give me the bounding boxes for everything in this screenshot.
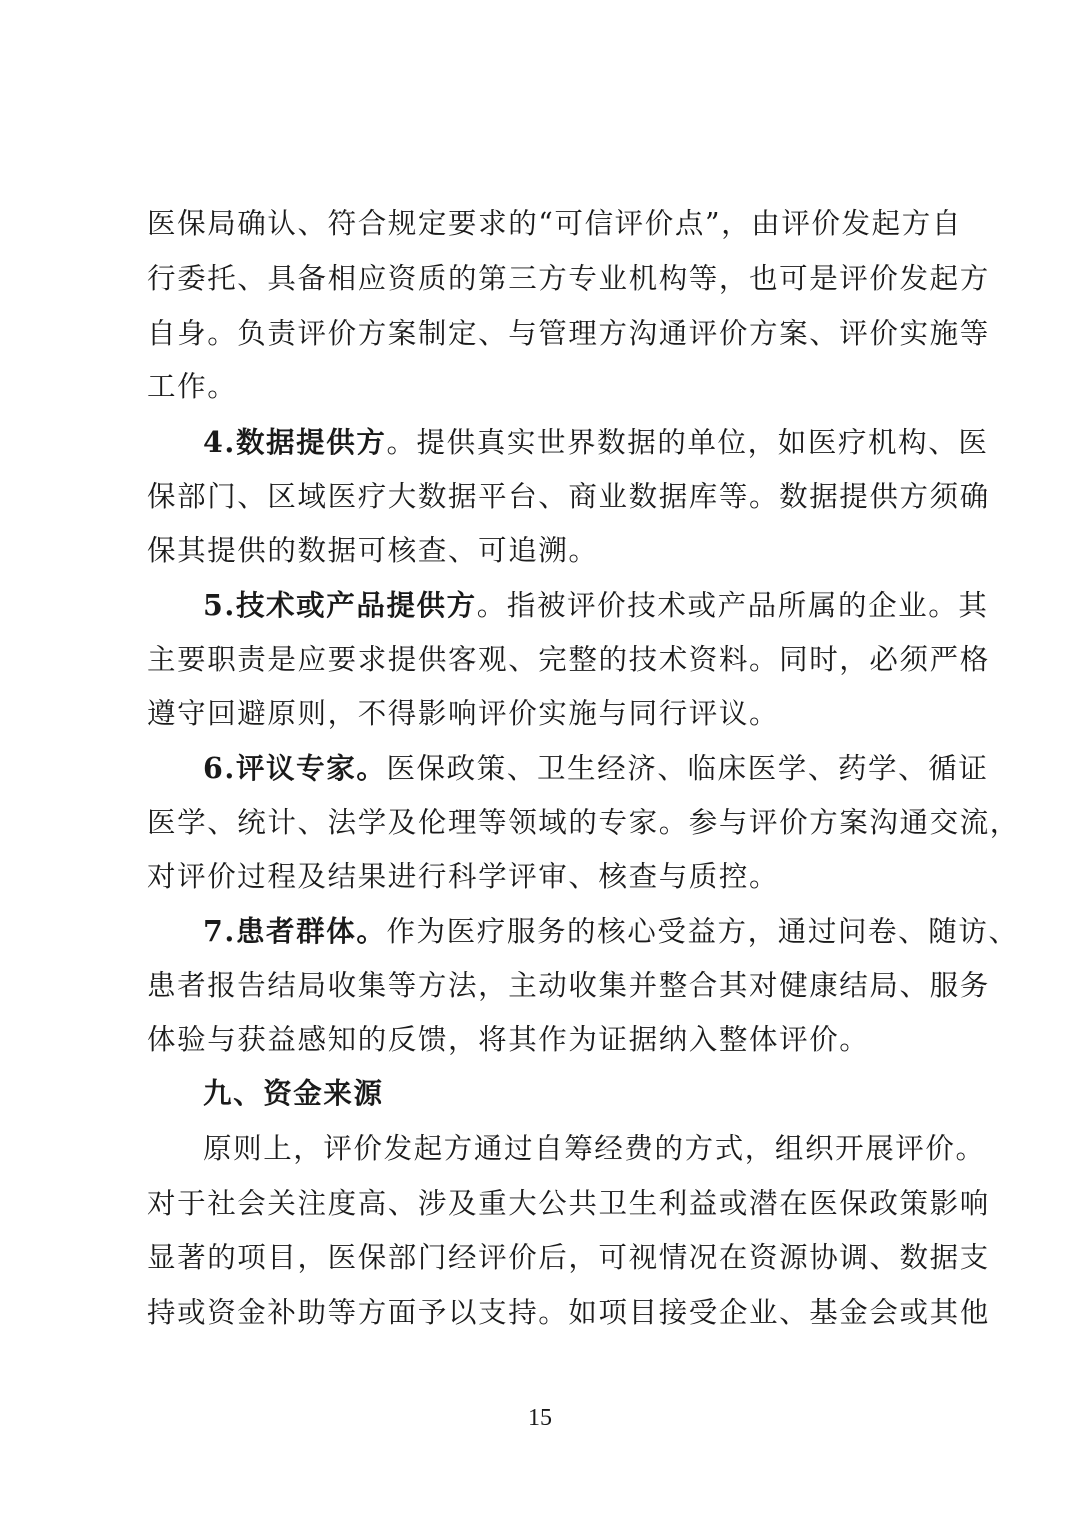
text-span: 对评价过程及结果进行科学评审、核查与质控。 (147, 860, 780, 893)
text-line (147, 196, 962, 252)
text-span: 医学、统计、法学及伦理等领域的专家。参与评价方案沟通交流， (147, 806, 1020, 839)
text-span: 。指被评价技术或产品所属的企业。其 (476, 589, 989, 622)
text-span: 主要职责是应要求提供客观、完整的技术资料。同时，必须严格 (147, 643, 990, 676)
text-span: 原则上，评价发起方通过自筹经费的方式，组织开展评价。 (203, 1132, 986, 1165)
text-span: 作为医疗服务的核心受益方，通过问卷、随访、 (386, 915, 1019, 948)
text-line (147, 1012, 937, 1068)
page-number: 15 (528, 1405, 552, 1431)
text-span: 体验与获益感知的反馈，将其作为证据纳入整体评价。 (147, 1023, 870, 1056)
text-line (147, 1285, 990, 1341)
text-line (147, 359, 937, 415)
text-line (147, 1230, 990, 1286)
text-line (147, 795, 1020, 851)
text-span: 患者报告结局收集等方法，主动收集并整合其对健康结局、服务 (147, 969, 990, 1002)
text-span: 医保局确认、符合规定要求的“可信评价点”，由评价发起方自 (147, 207, 962, 240)
text-span: 工作。 (147, 370, 238, 403)
heading-text: 九、资金来源 (203, 1077, 384, 1110)
text-line (147, 686, 937, 742)
paragraph-review-experts (203, 740, 989, 796)
text-line (147, 523, 937, 579)
text-span: 持或资金补助等方面予以支持。如项目接受企业、基金会或其他 (147, 1296, 990, 1329)
text-span: 显著的项目，医保部门经评价后，可视情况在资源协调、数据支 (147, 1241, 990, 1274)
paragraph-data-provider (203, 414, 989, 470)
text-line (147, 958, 990, 1014)
text-span: 保部门、区域医疗大数据平台、商业数据库等。数据提供方须确 (147, 480, 990, 513)
paragraph-label: 6.评议专家。 (203, 751, 387, 785)
text-line (147, 849, 937, 905)
text-line (147, 469, 990, 525)
paragraph-label: 7.患者群体。 (203, 914, 387, 948)
text-span: 。提供真实世界数据的单位，如医疗机构、医 (386, 426, 989, 459)
paragraph-patient-group (203, 903, 1019, 959)
text-span: 保其提供的数据可核查、可追溯。 (147, 534, 599, 567)
text-span: 医保政策、卫生经济、临床医学、药学、循证 (386, 752, 989, 785)
text-line (147, 306, 990, 362)
paragraph-label: 4.数据提供方 (203, 425, 387, 459)
text-line (203, 1121, 986, 1177)
text-span: 自身。负责评价方案制定、与管理方沟通评价方案、评价实施等 (147, 317, 990, 350)
text-line (147, 1176, 990, 1232)
paragraph-label: 5.技术或产品提供方 (203, 588, 477, 622)
text-line (147, 251, 990, 307)
text-span: 对于社会关注度高、涉及重大公共卫生利益或潜在医保政策影响 (147, 1187, 990, 1220)
section-heading (203, 1066, 937, 1122)
paragraph-tech-provider (203, 577, 989, 633)
text-line (147, 632, 990, 688)
text-span: 行委托、具备相应资质的第三方专业机构等，也可是评价发起方 (147, 262, 990, 295)
text-span: 遵守回避原则，不得影响评价实施与同行评议。 (147, 697, 780, 730)
